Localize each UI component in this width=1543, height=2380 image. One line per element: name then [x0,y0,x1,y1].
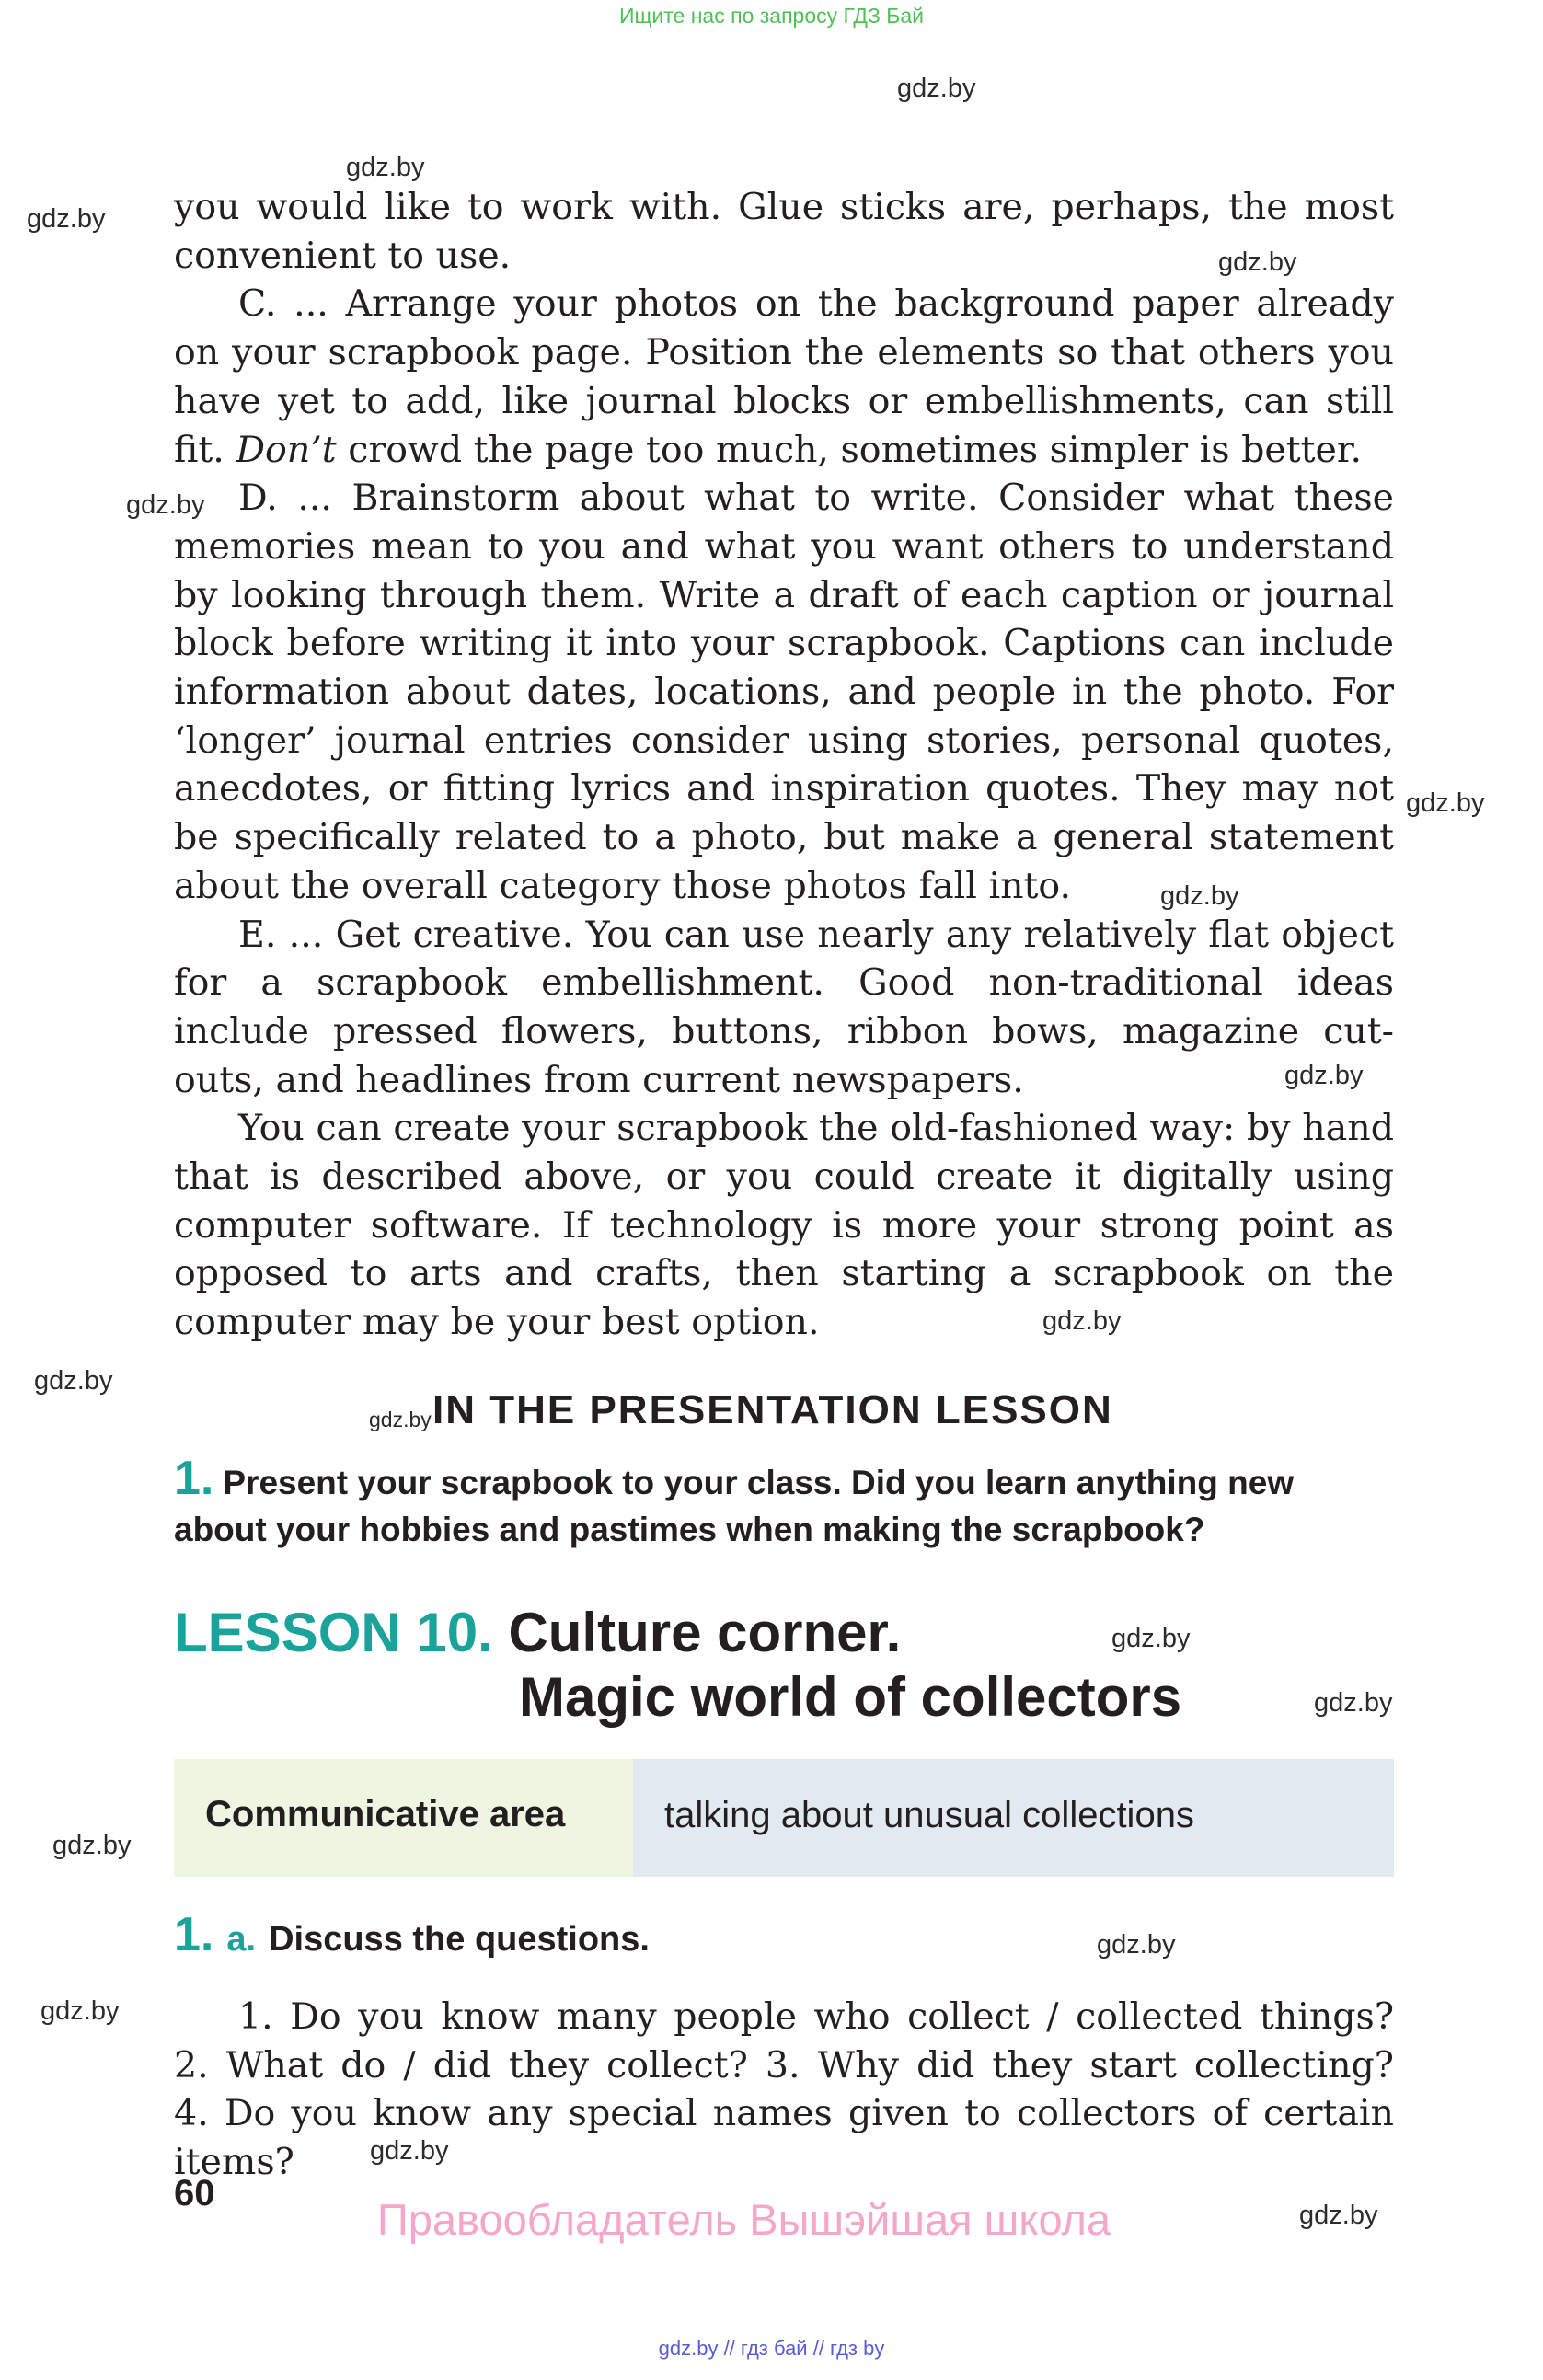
watermark: gdz.by [1042,1306,1122,1336]
watermark: gdz.by [1160,881,1239,911]
communicative-area-label: Communicative area [205,1794,566,1834]
task-text: Discuss the questions. [269,1920,650,1959]
page-number: 60 [174,2173,215,2213]
watermark: gdz.by [34,1366,113,1396]
watermark: gdz.by [1284,1061,1364,1090]
paragraph-final: You can create your scrapbook the old-fashioned way: by hand that is described above, or you could create it digitally using computer software. If technology is more your strong point as opposed to arts and crafts, then starting a scrapbook on the computer may be your best option. [174,1107,1394,1344]
watermark: gdz.by [1314,1688,1393,1718]
item-label-e: E. [238,913,277,956]
question-line: 2. What do / did they collect? 3. Why did they start collecting? [174,2043,1394,2087]
watermark: gdz.by [1218,247,1297,277]
task-sub-letter: a. [226,1920,257,1959]
paragraph-e [174,911,1394,1105]
watermark: gdz.by [346,153,425,182]
paragraph-c-rest: crowd the page too much, sometimes simpler is better. [336,428,1363,471]
lesson-title [174,1601,901,1665]
section-heading: IN THE PRESENTATION LESSON [432,1387,1113,1432]
watermark: gdz.by [1111,1624,1191,1653]
lesson-title-line1: Culture corner. [508,1602,902,1663]
paragraph-continued: you would like to work with. Glue sticks are, perhaps, the most convenient to use. [174,186,1394,277]
item-label-d: D. [238,477,278,520]
top-note[interactable]: Ищите нас по запросу ГДЗ Бай [618,4,925,28]
item-label-c: C. [238,282,277,326]
watermark: gdz.by [369,1408,432,1431]
paragraph-c-italic: Don’t [236,428,337,471]
watermark: gdz.by [27,204,106,234]
task-1a [174,1907,650,1962]
watermark: gdz.by [126,490,205,520]
footer-links[interactable]: gdz.by // гдз бай // гдз by [658,2337,885,2360]
communicative-area-text: talking about unusual collections [664,1795,1194,1835]
watermark: gdz.by [1406,788,1485,818]
paragraph-e-text: ... Get creative. You can use nearly any relatively flat object for a scrapbook embellishment. Good non-traditional ideas include pressed flowers, buttons, ribbon bows, magazine cut-outs, and headlines from current newspapers. [174,913,1394,1101]
watermark: gdz.by [370,2136,449,2166]
task-number: 1. [174,1452,214,1505]
watermark: gdz.by [897,74,976,103]
lesson-title-line2: Magic world of collectors [519,1666,1182,1728]
paragraph-d-text: ... Brainstorm about what to write. Consider what these memories mean to you and what you want others to understand by looking through them. Write a draft of each caption or journal block before writing it into your scrapbook. Captions can include information about dates, locations, and people in the photo. For ‘longer’ journal entries consider using stories, personal quotes, anecdotes, or fitting lyrics and inspiration quotes. They may not be specifically related to a photo, but make a general statement about the overall category those photos fall into. [174,477,1394,907]
paragraph-c [174,280,1394,474]
question-line: 4. Do you know any special names given to collectors of certain items? [174,2092,1394,2183]
watermark: gdz.by [1299,2201,1378,2230]
watermark: gdz.by [1097,1930,1176,1960]
lesson-label: LESSON 10. [174,1602,493,1663]
task-text: Present your scrapbook to your class. Did you learn anything new about your hobbies and pastimes when making the scrapbook? [174,1464,1295,1548]
watermark: gdz.by [40,1996,120,2026]
task-number: 1. [174,1908,214,1961]
body-text [174,183,1394,1347]
questions [174,1993,1394,2186]
paragraph-d [174,474,1394,910]
question-line: 1. Do you know many people who collect / collected things? [238,1995,1394,2038]
paragraph-c-text: ... Arrange your photos on the background paper already on your scrapbook page. Position the elements so that others you have yet to add, like journal blocks or embellishments, can still fit. [174,282,1394,471]
task-1 [174,1452,1394,1553]
rights-holder: Правообладатель Вышэйшая школа [377,2195,1111,2244]
watermark: gdz.by [52,1831,132,1860]
